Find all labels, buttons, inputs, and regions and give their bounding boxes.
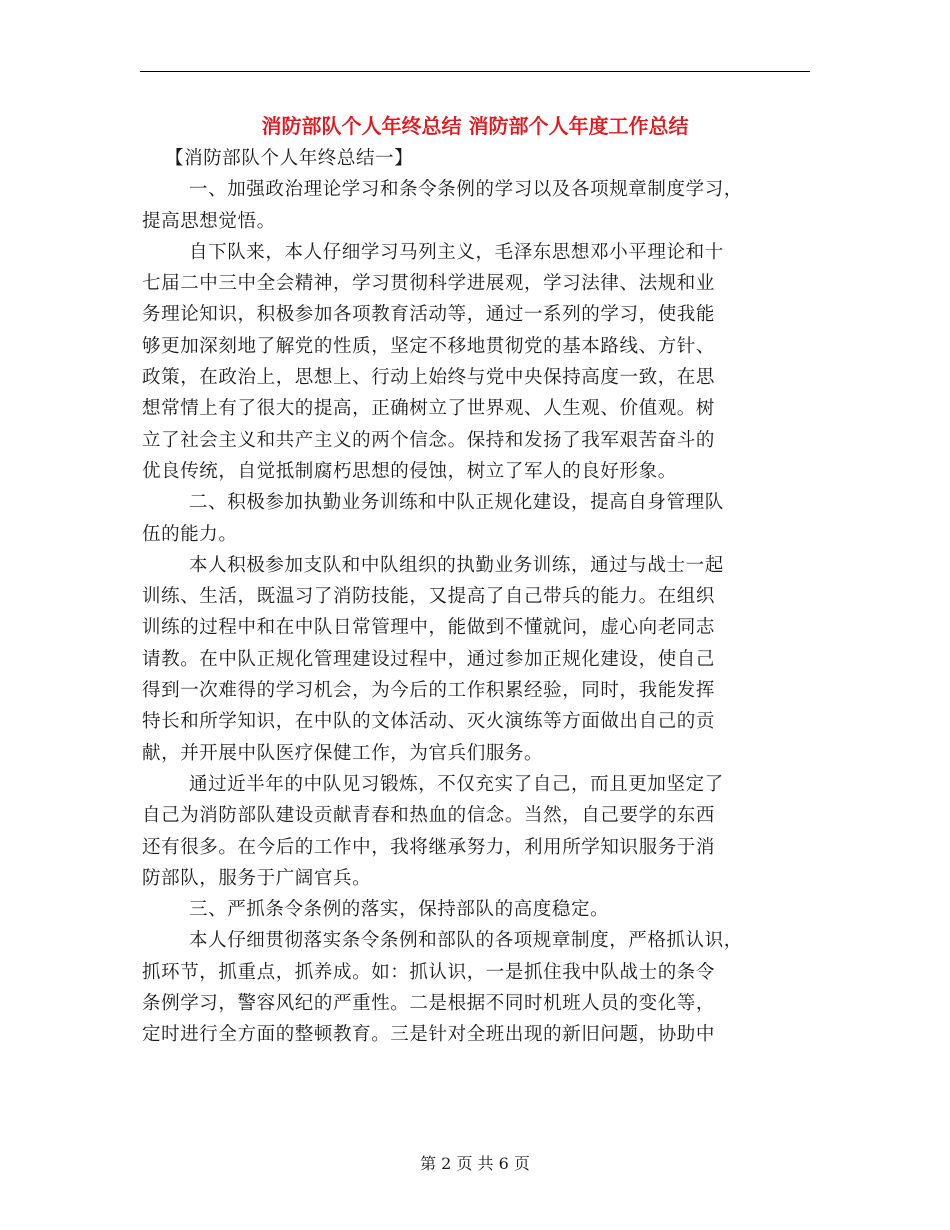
body-paragraph xyxy=(142,769,812,894)
body-paragraph xyxy=(142,237,812,487)
text-line: 训练、生活，既温习了消防技能，又提高了自己带兵的能力。在组织 xyxy=(142,586,716,608)
text-line: 还有很多。在今后的工作中，我将继承努力，利用所学知识服务于消 xyxy=(142,836,716,858)
header-rule xyxy=(140,71,810,72)
body-paragraph xyxy=(142,550,812,769)
text-line: 政策，在政治上，思想上、行动上始终与党中央保持高度一致，在思 xyxy=(142,367,716,389)
text-line: 防部队，服务于广阔官兵。 xyxy=(142,867,372,889)
text-line: 条例学习，警容风纪的严重性。二是根据不同时机班人员的变化等， xyxy=(142,993,716,1015)
section-heading xyxy=(142,487,812,550)
text-line: 伍的能力。 xyxy=(142,523,238,545)
text-line: 得到一次难得的学习机会，为今后的工作积累经验，同时，我能发挥 xyxy=(142,680,716,702)
text-line: 立了社会主义和共产主义的两个信念。保持和发扬了我军艰苦奋斗的 xyxy=(142,429,716,451)
text-line: 务理论知识，积极参加各项教育活动等，通过一系列的学习，使我能 xyxy=(142,304,716,326)
text-line: 够更加深刻地了解党的性质，坚定不移地贯彻党的基本路线、方针、 xyxy=(142,335,716,357)
text-line: 通过近半年的中队见习锻炼，不仅充实了自己，而且更加坚定了 xyxy=(189,773,724,795)
text-line: 七届二中三中全会精神，学习贯彻科学进展观，学习法律、法规和业 xyxy=(142,273,716,295)
text-line: 一、加强政治理论学习和条令条例的学习以及各项规章制度学习， xyxy=(189,179,743,201)
text-line: 自己为消防部队建设贡献青春和热血的信念。当然，自己要学的东西 xyxy=(142,805,716,827)
section-label xyxy=(142,143,812,174)
text-line: 请教。在中队正规化管理建设过程中，通过参加正规化建设，使自己 xyxy=(142,648,716,670)
body-paragraph xyxy=(142,925,812,1050)
document-body xyxy=(142,143,812,1051)
text-line: 优良传统，自觉抵制腐朽思想的侵蚀，树立了军人的良好形象。 xyxy=(142,460,677,482)
document-title: 消防部队个人年终总结 消防部个人年度工作总结 xyxy=(261,114,689,138)
text-line: 特长和所学知识，在中队的文体活动、灭火演练等方面做出自己的贡 xyxy=(142,711,716,733)
section-heading xyxy=(142,894,812,925)
text-line: 抓环节，抓重点，抓养成。如：抓认识，一是抓住我中队战士的条令 xyxy=(142,961,716,983)
text-line: 三、严抓条令条例的落实，保持部队的高度稳定。 xyxy=(189,899,610,921)
text-line: 想常情上有了很大的提高，正确树立了世界观、人生观、价值观。树 xyxy=(142,398,716,420)
text-line: 献，并开展中队医疗保健工作，为官兵们服务。 xyxy=(142,742,544,764)
page-number-footer: 第 2 页 共 6 页 xyxy=(420,1154,530,1173)
text-line: 提高思想觉悟。 xyxy=(142,210,276,232)
text-line: 自下队来，本人仔细学习马列主义，毛泽东思想邓小平理论和十 xyxy=(189,241,724,263)
section-heading xyxy=(142,174,812,237)
text-line: 本人仔细贯彻落实条令条例和部队的各项规章制度，严格抓认识， xyxy=(189,930,743,952)
text-line: 二、积极参加执勤业务训练和中队正规化建设，提高自身管理队 xyxy=(189,492,724,514)
text-line: 本人积极参加支队和中队组织的执勤业务训练，通过与战士一起 xyxy=(189,554,724,576)
text-line: 训练的过程中和在中队日常管理中，能做到不懂就问，虚心向老同志 xyxy=(142,617,716,639)
text-line: 【消防部队个人年终总结一】 xyxy=(165,148,414,169)
text-line: 定时进行全方面的整顿教育。三是针对全班出现的新旧问题，协助中 xyxy=(142,1024,716,1046)
